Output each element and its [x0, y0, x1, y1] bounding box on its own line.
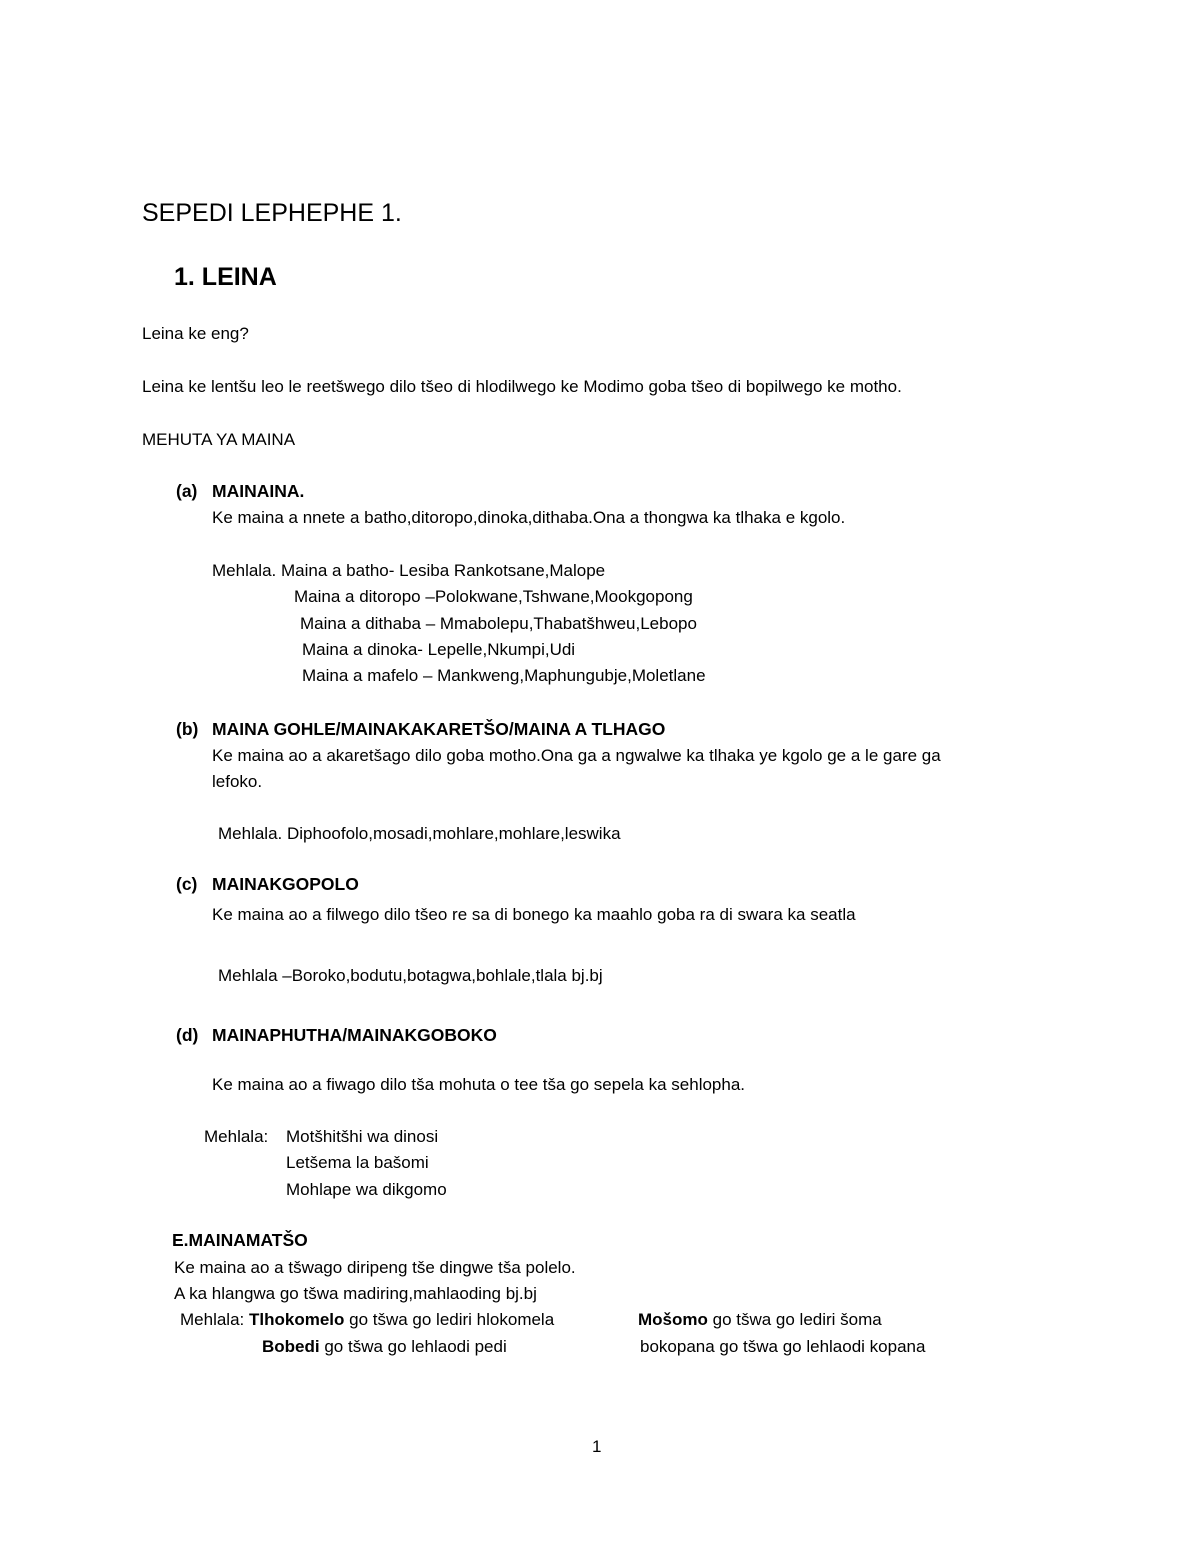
definition-text: Leina ke lentšu leo le reetšwego dilo tšeo di hlodilwego ke Modimo goba tšeo di bopilwego ke motho. [142, 377, 902, 396]
section-e-title: E.MAINAMATŠO [172, 1230, 308, 1250]
section-e-example-label: Mehlala: [180, 1310, 249, 1329]
section-a-example: Mehlala. Maina a batho- Lesiba Rankotsane,Malope [212, 561, 606, 580]
section-e-example-bold: Bobedi [262, 1337, 320, 1356]
section-a-title: MAINAINA. [212, 481, 305, 501]
section-e-example-row-1-right [638, 1310, 882, 1330]
section-d-example: Mohlape wa dikgomo [286, 1180, 447, 1199]
section-b-description: lefoko. [212, 772, 263, 791]
section-a-example: Maina a dithaba – Mmabolepu,Thabatšhweu,Lebopo [300, 614, 697, 633]
section-d-example: Letšema la bašomi [286, 1153, 429, 1172]
section-a-marker: (a) [176, 481, 198, 501]
section-e-description: Ke maina ao a tšwago diripeng tše dingwe tša polelo. [174, 1258, 576, 1277]
section-a-description: Ke maina a nnete a batho,ditoropo,dinoka,dithaba.Ona a thongwa ka tlhaka e kgolo. [212, 508, 846, 527]
section-e-example-bold: Tlhokomelo [248, 1310, 345, 1329]
section-e-description: A ka hlangwa go tšwa madiring,mahlaoding bj.bj [174, 1284, 537, 1303]
section-c-marker: (c) [176, 874, 198, 894]
types-heading: MEHUTA YA MAINA [142, 430, 296, 449]
section-b-title: MAINA GOHLE/MAINAKAKARETŠO/MAINA A TLHAGO [212, 719, 666, 739]
document-title: SEPEDI LEPHEPHE 1. [142, 199, 402, 227]
section-e-example-row-2-right: bokopana go tšwa go lehlaodi kopana [640, 1337, 926, 1356]
section-b-example: Mehlala. Diphoofolo,mosadi,mohlare,mohlare,leswika [218, 824, 621, 843]
page-number: 1 [592, 1437, 602, 1456]
section-a-example: Maina a dinoka- Lepelle,Nkumpi,Udi [302, 640, 576, 659]
section-d-example-label: Mehlala: [204, 1127, 269, 1146]
section-e-example-row-2 [262, 1337, 507, 1357]
question-text: Leina ke eng? [142, 324, 249, 343]
section-d-description: Ke maina ao a fiwago dilo tša mohuta o tee tša go sepela ka sehlopha. [212, 1075, 746, 1094]
section-a-example: Maina a ditoropo –Polokwane,Tshwane,Mookgopong [294, 587, 693, 606]
section-c-description: Ke maina ao a filwego dilo tšeo re sa di bonego ka maahlo goba ra di swara ka seatla [212, 905, 856, 924]
section-d-example: Motšhitšhi wa dinosi [286, 1127, 439, 1146]
section-e-example-text: go tšwa go lediri hlokomela [344, 1310, 555, 1329]
section-heading-leina: 1. LEINA [174, 263, 277, 291]
section-e-example-row-1 [180, 1310, 554, 1330]
section-b-description: Ke maina ao a akaretšago dilo goba motho.Ona ga a ngwalwe ka tlhaka ye kgolo ge a le gare ga [212, 746, 941, 765]
section-c-example: Mehlala –Boroko,bodutu,botagwa,bohlale,tlala bj.bj [218, 966, 603, 985]
section-e-example-text: go tšwa go lediri šoma [707, 1310, 882, 1329]
section-b-marker: (b) [176, 719, 199, 739]
section-a-example: Maina a mafelo – Mankweng,Maphungubje,Moletlane [302, 666, 706, 685]
section-d-title: MAINAPHUTHA/MAINAKGOBOKO [212, 1025, 497, 1045]
section-c-title: MAINAKGOPOLO [212, 874, 359, 894]
section-e-example-text: go tšwa go lehlaodi pedi [319, 1337, 507, 1356]
section-d-marker: (d) [176, 1025, 199, 1045]
section-e-example-bold: Mošomo [638, 1310, 708, 1329]
